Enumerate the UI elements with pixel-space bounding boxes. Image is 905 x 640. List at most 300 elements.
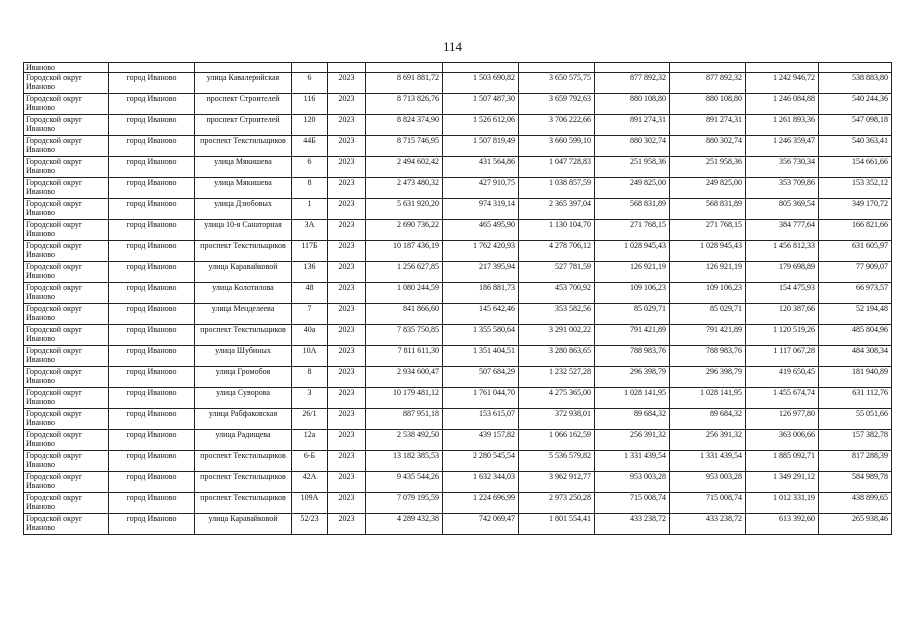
amount-cell bbox=[819, 63, 892, 73]
amount-cell: 372 938,01 bbox=[519, 409, 595, 430]
table-row bbox=[24, 325, 892, 346]
amount-cell: 1 028 945,43 bbox=[670, 241, 746, 262]
amount-cell: 1 503 690,82 bbox=[443, 73, 519, 94]
amount-cell: 2 973 250,28 bbox=[519, 493, 595, 514]
amount-cell: 540 244,36 bbox=[819, 94, 892, 115]
street-cell: проспект Текстильщиков bbox=[195, 325, 292, 346]
amount-cell: 547 098,18 bbox=[819, 115, 892, 136]
amount-cell: 953 003,28 bbox=[670, 472, 746, 493]
amount-cell: 1 507 487,30 bbox=[443, 94, 519, 115]
house-number-cell: 10А bbox=[292, 346, 328, 367]
street-cell: улица Шубиных bbox=[195, 346, 292, 367]
year-cell: 2023 bbox=[328, 514, 366, 535]
amount-cell: 1 885 092,71 bbox=[746, 451, 819, 472]
amount-cell: 251 958,36 bbox=[670, 157, 746, 178]
amount-cell: 89 684,32 bbox=[595, 409, 670, 430]
amount-cell: 568 831,89 bbox=[595, 199, 670, 220]
amount-cell: 265 938,46 bbox=[819, 514, 892, 535]
amount-cell: 3 962 912,77 bbox=[519, 472, 595, 493]
year-cell: 2023 bbox=[328, 451, 366, 472]
page-number: 114 bbox=[442, 39, 463, 54]
table-row bbox=[24, 262, 892, 283]
house-number-cell: 48 bbox=[292, 283, 328, 304]
amount-cell: 1 117 067,28 bbox=[746, 346, 819, 367]
settlement-cell: город Иваново bbox=[109, 220, 195, 241]
house-number-cell: 120 bbox=[292, 115, 328, 136]
amount-cell: 52 194,48 bbox=[819, 304, 892, 325]
amount-cell: 1 028 945,43 bbox=[595, 241, 670, 262]
municipality-cell: Городской округ Иваново bbox=[24, 220, 109, 241]
settlement-cell: город Иваново bbox=[109, 304, 195, 325]
amount-cell: 356 730,34 bbox=[746, 157, 819, 178]
house-number-cell: 109А bbox=[292, 493, 328, 514]
settlement-cell: город Иваново bbox=[109, 178, 195, 199]
settlement-cell: город Иваново bbox=[109, 409, 195, 430]
amount-cell: 4 278 706,12 bbox=[519, 241, 595, 262]
year-cell: 2023 bbox=[328, 73, 366, 94]
amount-cell: 1 120 519,26 bbox=[746, 325, 819, 346]
amount-cell: 1 066 162,59 bbox=[519, 430, 595, 451]
amount-cell: 631 605,97 bbox=[819, 241, 892, 262]
house-number-cell: 6 bbox=[292, 157, 328, 178]
house-number-cell: 1 bbox=[292, 199, 328, 220]
amount-cell: 3 706 222,66 bbox=[519, 115, 595, 136]
total-cost-cell: 10 187 436,19 bbox=[366, 241, 443, 262]
house-number-cell: 3 bbox=[292, 388, 328, 409]
total-cost-cell: 8 715 746,95 bbox=[366, 136, 443, 157]
total-cost-cell: 887 951,18 bbox=[366, 409, 443, 430]
street-cell: улица Радищева bbox=[195, 430, 292, 451]
amount-cell: 953 003,28 bbox=[595, 472, 670, 493]
amount-cell: 5 536 579,82 bbox=[519, 451, 595, 472]
house-number-cell: 26/1 bbox=[292, 409, 328, 430]
total-cost-cell: 10 179 481,12 bbox=[366, 388, 443, 409]
house-number-cell: 7 bbox=[292, 304, 328, 325]
amount-cell: 271 768,15 bbox=[595, 220, 670, 241]
total-cost-cell: 8 824 374,90 bbox=[366, 115, 443, 136]
municipality-cell: Городской округ Иваново bbox=[24, 199, 109, 220]
amount-cell: 1 246 084,88 bbox=[746, 94, 819, 115]
year-cell: 2023 bbox=[328, 262, 366, 283]
amount-cell: 540 363,41 bbox=[819, 136, 892, 157]
municipality-cell: Городской округ Иваново bbox=[24, 367, 109, 388]
year-cell: 2023 bbox=[328, 220, 366, 241]
street-cell: улица Рабфаковская bbox=[195, 409, 292, 430]
amount-cell: 77 909,07 bbox=[819, 262, 892, 283]
street-cell: улица Дзюбовых bbox=[195, 199, 292, 220]
municipality-cell: Городской округ Иваново bbox=[24, 136, 109, 157]
amount-cell: 427 910,75 bbox=[443, 178, 519, 199]
settlement-cell: город Иваново bbox=[109, 199, 195, 220]
street-cell: улица 10-я Санаторная bbox=[195, 220, 292, 241]
amount-cell: 363 006,66 bbox=[746, 430, 819, 451]
municipality-cell: Городской округ Иваново bbox=[24, 325, 109, 346]
table-row bbox=[24, 367, 892, 388]
amount-cell: 1 355 580,64 bbox=[443, 325, 519, 346]
table-row bbox=[24, 136, 892, 157]
total-cost-cell: 2 494 602,42 bbox=[366, 157, 443, 178]
amount-cell: 891 274,31 bbox=[670, 115, 746, 136]
year-cell: 2023 bbox=[328, 325, 366, 346]
amount-cell: 2 280 545,54 bbox=[443, 451, 519, 472]
municipality-cell: Городской округ Иваново bbox=[24, 73, 109, 94]
year-cell: 2023 bbox=[328, 304, 366, 325]
amount-cell: 1 028 141,95 bbox=[595, 388, 670, 409]
table-row bbox=[24, 346, 892, 367]
municipality-cell: Городской округ Иваново bbox=[24, 262, 109, 283]
amount-cell: 527 781,59 bbox=[519, 262, 595, 283]
amount-cell: 877 892,32 bbox=[595, 73, 670, 94]
table-row bbox=[24, 409, 892, 430]
street-cell: проспект Текстильщиков bbox=[195, 493, 292, 514]
table-row bbox=[24, 430, 892, 451]
house-number-cell: 12а bbox=[292, 430, 328, 451]
table-row bbox=[24, 493, 892, 514]
amount-cell: 1 761 044,70 bbox=[443, 388, 519, 409]
amount-cell: 3 280 863,65 bbox=[519, 346, 595, 367]
amount-cell: 153 352,12 bbox=[819, 178, 892, 199]
year-cell: 2023 bbox=[328, 493, 366, 514]
amount-cell: 271 768,15 bbox=[670, 220, 746, 241]
amount-cell: 715 008,74 bbox=[670, 493, 746, 514]
house-number-cell: 136 bbox=[292, 262, 328, 283]
amount-cell: 568 831,89 bbox=[670, 199, 746, 220]
municipality-cell: Городской округ Иваново bbox=[24, 472, 109, 493]
amount-cell: 66 973,57 bbox=[819, 283, 892, 304]
amount-cell: 186 881,73 bbox=[443, 283, 519, 304]
amount-cell: 109 106,23 bbox=[670, 283, 746, 304]
settlement-cell: город Иваново bbox=[109, 451, 195, 472]
amount-cell: 349 170,72 bbox=[819, 199, 892, 220]
amount-cell: 3 291 002,22 bbox=[519, 325, 595, 346]
amount-cell: 1 349 291,12 bbox=[746, 472, 819, 493]
year-cell: 2023 bbox=[328, 367, 366, 388]
amount-cell: 251 958,36 bbox=[595, 157, 670, 178]
amount-cell: 465 495,90 bbox=[443, 220, 519, 241]
amount-cell: 154 475,93 bbox=[746, 283, 819, 304]
house-number-cell: 6-Б bbox=[292, 451, 328, 472]
street-cell: проспект Строителей bbox=[195, 94, 292, 115]
total-cost-cell: 841 866,60 bbox=[366, 304, 443, 325]
amount-cell: 877 892,32 bbox=[670, 73, 746, 94]
amount-cell: 1 038 857,59 bbox=[519, 178, 595, 199]
amount-cell: 85 029,71 bbox=[670, 304, 746, 325]
amount-cell: 384 777,64 bbox=[746, 220, 819, 241]
table-row bbox=[24, 451, 892, 472]
municipality-cell: Городской округ Иваново bbox=[24, 430, 109, 451]
amount-cell: 1 242 946,72 bbox=[746, 73, 819, 94]
amount-cell: 181 940,89 bbox=[819, 367, 892, 388]
total-cost-cell: 8 691 881,72 bbox=[366, 73, 443, 94]
amount-cell: 1 507 819,49 bbox=[443, 136, 519, 157]
amount-cell: 484 308,34 bbox=[819, 346, 892, 367]
settlement-cell: город Иваново bbox=[109, 262, 195, 283]
settlement-cell: город Иваново bbox=[109, 472, 195, 493]
amount-cell: 120 387,66 bbox=[746, 304, 819, 325]
house-number-cell bbox=[292, 63, 328, 73]
amount-cell: 1 351 404,51 bbox=[443, 346, 519, 367]
settlement-cell: город Иваново bbox=[109, 430, 195, 451]
amount-cell: 1 632 344,03 bbox=[443, 472, 519, 493]
year-cell: 2023 bbox=[328, 199, 366, 220]
municipality-cell: Городской округ Иваново bbox=[24, 493, 109, 514]
amount-cell: 179 698,89 bbox=[746, 262, 819, 283]
amount-cell: 1 246 359,47 bbox=[746, 136, 819, 157]
amount-cell: 880 108,80 bbox=[670, 94, 746, 115]
settlement-cell: город Иваново bbox=[109, 493, 195, 514]
settlement-cell: город Иваново bbox=[109, 514, 195, 535]
total-cost-cell: 4 289 432,38 bbox=[366, 514, 443, 535]
settlement-cell: город Иваново bbox=[109, 367, 195, 388]
street-cell: проспект Строителей bbox=[195, 115, 292, 136]
street-cell: улица Суворова bbox=[195, 388, 292, 409]
street-cell: улица Мякишева bbox=[195, 157, 292, 178]
table-row bbox=[24, 63, 892, 73]
total-cost-cell: 2 690 736,22 bbox=[366, 220, 443, 241]
table-row bbox=[24, 304, 892, 325]
total-cost-cell: 1 256 627,85 bbox=[366, 262, 443, 283]
amount-cell: 3 650 575,75 bbox=[519, 73, 595, 94]
year-cell bbox=[328, 63, 366, 73]
amount-cell: 1 047 728,83 bbox=[519, 157, 595, 178]
settlement-cell: город Иваново bbox=[109, 325, 195, 346]
amount-cell: 880 302,74 bbox=[595, 136, 670, 157]
amount-cell: 1 801 554,41 bbox=[519, 514, 595, 535]
street-cell: улица Менделеева bbox=[195, 304, 292, 325]
amount-cell: 1 012 331,19 bbox=[746, 493, 819, 514]
table-row bbox=[24, 241, 892, 262]
table-row bbox=[24, 73, 892, 94]
house-number-cell: 3А bbox=[292, 220, 328, 241]
amount-cell: 1 224 696,99 bbox=[443, 493, 519, 514]
amount-cell: 1 762 420,93 bbox=[443, 241, 519, 262]
amount-cell: 631 112,76 bbox=[819, 388, 892, 409]
year-cell: 2023 bbox=[328, 94, 366, 115]
house-number-cell: 6 bbox=[292, 73, 328, 94]
house-number-cell: 40а bbox=[292, 325, 328, 346]
amount-cell: 788 983,76 bbox=[595, 346, 670, 367]
street-cell: улица Мякишева bbox=[195, 178, 292, 199]
amount-cell bbox=[746, 63, 819, 73]
amount-cell: 438 899,65 bbox=[819, 493, 892, 514]
amount-cell: 1 456 812,33 bbox=[746, 241, 819, 262]
amount-cell: 126 921,19 bbox=[670, 262, 746, 283]
street-cell: проспект Текстильщиков bbox=[195, 472, 292, 493]
total-cost-cell: 5 631 920,20 bbox=[366, 199, 443, 220]
municipality-cell: Городской округ Иваново bbox=[24, 178, 109, 199]
municipality-cell: Городской округ Иваново bbox=[24, 451, 109, 472]
amount-cell: 538 883,80 bbox=[819, 73, 892, 94]
amount-cell: 89 684,32 bbox=[670, 409, 746, 430]
total-cost-cell: 1 080 244,59 bbox=[366, 283, 443, 304]
street-cell: улица Каравайковой bbox=[195, 514, 292, 535]
amount-cell: 145 642,46 bbox=[443, 304, 519, 325]
amount-cell: 249 825,00 bbox=[595, 178, 670, 199]
amount-cell: 1 331 439,54 bbox=[595, 451, 670, 472]
amount-cell: 974 319,14 bbox=[443, 199, 519, 220]
amount-cell: 55 051,66 bbox=[819, 409, 892, 430]
amount-cell: 126 977,80 bbox=[746, 409, 819, 430]
amount-cell: 805 369,54 bbox=[746, 199, 819, 220]
amount-cell: 791 421,89 bbox=[670, 325, 746, 346]
municipality-cell: Иваново bbox=[24, 63, 109, 73]
table-row bbox=[24, 199, 892, 220]
amount-cell: 3 659 792,63 bbox=[519, 94, 595, 115]
house-number-cell: 8 bbox=[292, 367, 328, 388]
amount-cell: 788 983,76 bbox=[670, 346, 746, 367]
total-cost-cell: 13 182 385,53 bbox=[366, 451, 443, 472]
amount-cell: 891 274,31 bbox=[595, 115, 670, 136]
amount-cell: 353 582,56 bbox=[519, 304, 595, 325]
amount-cell: 153 615,07 bbox=[443, 409, 519, 430]
amount-cell: 296 398,79 bbox=[595, 367, 670, 388]
amount-cell: 433 238,72 bbox=[670, 514, 746, 535]
table-row bbox=[24, 94, 892, 115]
amount-cell: 507 684,29 bbox=[443, 367, 519, 388]
settlement-cell: город Иваново bbox=[109, 136, 195, 157]
year-cell: 2023 bbox=[328, 115, 366, 136]
settlement-cell: город Иваново bbox=[109, 283, 195, 304]
amount-cell: 485 804,96 bbox=[819, 325, 892, 346]
amount-cell bbox=[670, 63, 746, 73]
year-cell: 2023 bbox=[328, 388, 366, 409]
amount-cell: 433 238,72 bbox=[595, 514, 670, 535]
year-cell: 2023 bbox=[328, 136, 366, 157]
table-row bbox=[24, 115, 892, 136]
amount-cell: 1 331 439,54 bbox=[670, 451, 746, 472]
table-row bbox=[24, 283, 892, 304]
amount-cell: 817 288,39 bbox=[819, 451, 892, 472]
amount-cell: 880 108,80 bbox=[595, 94, 670, 115]
house-number-cell: 42А bbox=[292, 472, 328, 493]
table-row bbox=[24, 514, 892, 535]
amount-cell: 791 421,89 bbox=[595, 325, 670, 346]
amount-cell: 1 232 527,28 bbox=[519, 367, 595, 388]
street-cell: улица Громобоя bbox=[195, 367, 292, 388]
amount-cell: 715 008,74 bbox=[595, 493, 670, 514]
table-row bbox=[24, 220, 892, 241]
amount-cell: 154 661,66 bbox=[819, 157, 892, 178]
municipality-cell: Городской округ Иваново bbox=[24, 241, 109, 262]
amount-cell: 419 650,45 bbox=[746, 367, 819, 388]
municipality-cell: Городской округ Иваново bbox=[24, 388, 109, 409]
amount-cell: 296 398,79 bbox=[670, 367, 746, 388]
municipality-cell: Городской округ Иваново bbox=[24, 514, 109, 535]
total-cost-cell bbox=[366, 63, 443, 73]
amount-cell: 584 989,78 bbox=[819, 472, 892, 493]
total-cost-cell: 2 538 492,50 bbox=[366, 430, 443, 451]
year-cell: 2023 bbox=[328, 409, 366, 430]
house-number-cell: 117Б bbox=[292, 241, 328, 262]
data-table bbox=[23, 62, 892, 535]
table-row bbox=[24, 178, 892, 199]
street-cell: проспект Текстильщиков bbox=[195, 451, 292, 472]
amount-cell: 2 365 397,04 bbox=[519, 199, 595, 220]
amount-cell: 217 395,94 bbox=[443, 262, 519, 283]
table-row bbox=[24, 157, 892, 178]
settlement-cell: город Иваново bbox=[109, 346, 195, 367]
year-cell: 2023 bbox=[328, 241, 366, 262]
settlement-cell: город Иваново bbox=[109, 388, 195, 409]
municipality-cell: Городской округ Иваново bbox=[24, 346, 109, 367]
year-cell: 2023 bbox=[328, 430, 366, 451]
amount-cell: 1 526 612,06 bbox=[443, 115, 519, 136]
amount-cell: 166 821,66 bbox=[819, 220, 892, 241]
amount-cell bbox=[443, 63, 519, 73]
total-cost-cell: 2 473 480,32 bbox=[366, 178, 443, 199]
amount-cell bbox=[595, 63, 670, 73]
settlement-cell: город Иваново bbox=[109, 241, 195, 262]
amount-cell: 353 709,86 bbox=[746, 178, 819, 199]
amount-cell: 613 392,60 bbox=[746, 514, 819, 535]
street-cell: улица Кавалерийская bbox=[195, 73, 292, 94]
total-cost-cell: 2 934 600,47 bbox=[366, 367, 443, 388]
street-cell bbox=[195, 63, 292, 73]
total-cost-cell: 7 079 195,59 bbox=[366, 493, 443, 514]
amount-cell: 880 302,74 bbox=[670, 136, 746, 157]
table-row bbox=[24, 388, 892, 409]
year-cell: 2023 bbox=[328, 178, 366, 199]
house-number-cell: 52/23 bbox=[292, 514, 328, 535]
amount-cell: 453 700,92 bbox=[519, 283, 595, 304]
amount-cell: 256 391,32 bbox=[595, 430, 670, 451]
municipality-cell: Городской округ Иваново bbox=[24, 283, 109, 304]
total-cost-cell: 8 713 826,76 bbox=[366, 94, 443, 115]
year-cell: 2023 bbox=[328, 283, 366, 304]
year-cell: 2023 bbox=[328, 346, 366, 367]
amount-cell: 249 825,00 bbox=[670, 178, 746, 199]
table-row bbox=[24, 472, 892, 493]
amount-cell: 1 028 141,95 bbox=[670, 388, 746, 409]
settlement-cell: город Иваново bbox=[109, 94, 195, 115]
municipality-cell: Городской округ Иваново bbox=[24, 304, 109, 325]
amount-cell: 1 261 893,36 bbox=[746, 115, 819, 136]
settlement-cell: город Иваново bbox=[109, 115, 195, 136]
amount-cell: 439 157,82 bbox=[443, 430, 519, 451]
municipality-cell: Городской округ Иваново bbox=[24, 409, 109, 430]
municipality-cell: Городской округ Иваново bbox=[24, 94, 109, 115]
street-cell: улица Каравайковой bbox=[195, 262, 292, 283]
amount-cell: 1 455 674,74 bbox=[746, 388, 819, 409]
amount-cell: 157 382,78 bbox=[819, 430, 892, 451]
street-cell: проспект Текстильщиков bbox=[195, 241, 292, 262]
total-cost-cell: 7 811 611,30 bbox=[366, 346, 443, 367]
settlement-cell: город Иваново bbox=[109, 73, 195, 94]
amount-cell: 3 660 599,10 bbox=[519, 136, 595, 157]
amount-cell: 431 564,86 bbox=[443, 157, 519, 178]
settlement-cell: город Иваново bbox=[109, 157, 195, 178]
house-number-cell: 44Б bbox=[292, 136, 328, 157]
settlement-cell bbox=[109, 63, 195, 73]
municipality-cell: Городской округ Иваново bbox=[24, 157, 109, 178]
street-cell: проспект Текстильщиков bbox=[195, 136, 292, 157]
amount-cell: 109 106,23 bbox=[595, 283, 670, 304]
amount-cell: 742 069,47 bbox=[443, 514, 519, 535]
amount-cell: 85 029,71 bbox=[595, 304, 670, 325]
amount-cell: 256 391,32 bbox=[670, 430, 746, 451]
house-number-cell: 116 bbox=[292, 94, 328, 115]
house-number-cell: 8 bbox=[292, 178, 328, 199]
amount-cell: 126 921,19 bbox=[595, 262, 670, 283]
total-cost-cell: 7 835 750,85 bbox=[366, 325, 443, 346]
year-cell: 2023 bbox=[328, 472, 366, 493]
amount-cell: 1 130 104,70 bbox=[519, 220, 595, 241]
year-cell: 2023 bbox=[328, 157, 366, 178]
amount-cell bbox=[519, 63, 595, 73]
amount-cell: 4 275 365,00 bbox=[519, 388, 595, 409]
municipality-cell: Городской округ Иваново bbox=[24, 115, 109, 136]
total-cost-cell: 9 435 544,26 bbox=[366, 472, 443, 493]
